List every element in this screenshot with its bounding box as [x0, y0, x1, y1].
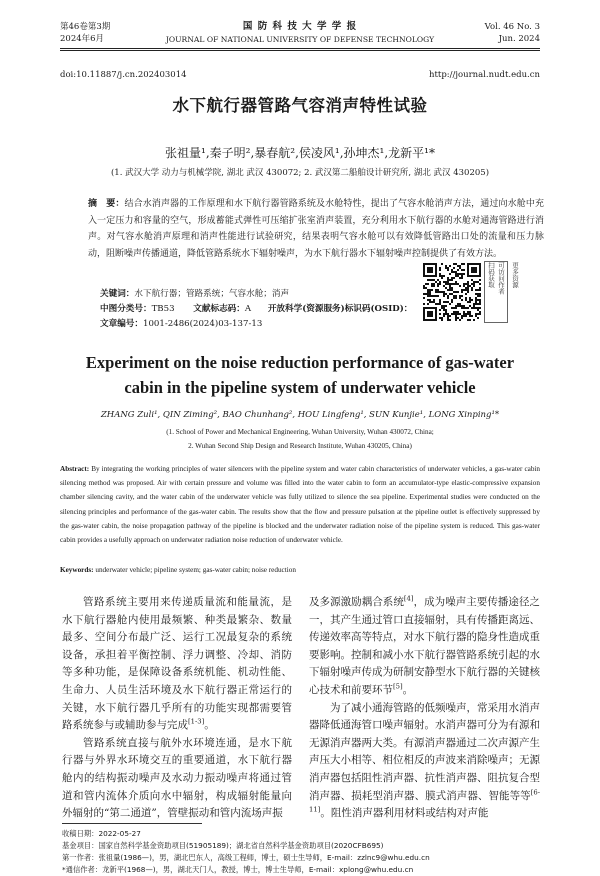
abstract-cn-label: 摘 要：	[88, 199, 125, 209]
body-paragraph	[309, 594, 540, 700]
header-volume: 第46卷第3期	[60, 22, 111, 32]
title-en-line-2: cabin in the pipeline system of underwater vehicle	[124, 378, 476, 397]
abstract-cn-text: 结合水消声器的工作原理和水下航行器管路系统及水舱特性，提出了气容水舱消声方法，通过向水舱中充入一定压力和容量的空气，形成蓄能式弹性可压缩扩张室消声装置，充分利用水下航行器的水舱对通海管路进行消声。对气容水舱消声原理和消声性能进行试验研究，结果表明气容水舱可以有效降低管路出口处的流量和压力脉动，阻断噪声传播通道，降低管路系统水下辐射噪声，为水下航行器水下辐射噪声控制提供了有效方法。	[88, 199, 544, 259]
doc-code-value: A	[244, 304, 252, 314]
title-cn: 水下航行器管路气容消声特性试验	[172, 96, 428, 115]
body-text: 。阻性消声器利用材料或结构对声能	[320, 807, 489, 820]
osid-label: 开放科学(资源服务)标识码(OSID)：	[267, 304, 413, 314]
keywords-cn-label: 关键词：	[100, 289, 135, 299]
authors-cn: 张祖量¹,秦子明²,暴春航²,侯凌风¹,孙坤杰¹,龙新平¹*	[165, 146, 435, 160]
citation: [5]	[393, 682, 403, 691]
doi: doi:10.11887/j.cn.202403014	[60, 70, 187, 80]
citation: [1-3]	[188, 717, 205, 726]
osid-side-text-1: 可访问作者	[497, 262, 505, 295]
keywords-en-label: Keywords:	[60, 566, 94, 574]
affiliation-en-1: (1. School of Power and Mechanical Engineering, Wuhan University, Wuhan 430072, China;	[166, 428, 434, 436]
body-paragraph: 管路系统直接与航外水环境连通，是水下航行器与外界水环境交互的重要通道，水下航行器舱内的结构振动噪声及水动力振动噪声将通过管道和管内流体介质向水中辐射，构成辐射能量向外辐射的“第二通道”，管壁振动和管内流场声振	[62, 736, 292, 820]
header-rule	[60, 48, 540, 49]
keywords-en-text: underwater vehicle; pipeline system; gas-water cabin; noise reduction	[95, 566, 296, 574]
body-text: 。	[402, 683, 414, 696]
footnote-rule	[62, 823, 202, 824]
abstract-en-text: By integrating the working principles of water silencers with the pipeline system and water cabin characteristics of underwater vehicles, a gas-water cabin silencing method was proposed. Air with certain pressure and volume was filled into the water cabin to form an accumulator-type elastic-compressive expansion chamber silencing cavity, and the water cabin of the underwater vehicle was fully utilized to silence the sea pipeline. Experimental studies were conducted on the silencing principles and performance of the gas-water cabin. The results show that the flow and pressure pulsation at the pipeline outlet is effectively suppressed by the gas-water cabin, the noise propagation pathway of the pipeline is blocked and the underwater radiation noise of the pipeline system is reduced. This gas-water cabin provides a usefully approach on underwater radiation noise reduction of underwater vehicle.	[60, 465, 541, 545]
body-paragraph	[309, 700, 540, 823]
header-rule-thin	[60, 50, 540, 51]
affiliation-en-2: 2. Wuhan Second Ship Design and Research Institute, Wuhan 430205, China)	[188, 442, 412, 450]
header-volume-en: Vol. 46 No. 3	[484, 22, 540, 32]
clc-value: TB53	[151, 304, 175, 314]
osid-side-text-3: 更多资源	[511, 262, 519, 288]
citation: [4]	[403, 594, 414, 603]
body-paragraph	[62, 594, 292, 735]
received-date: 收稿日期：2022-05-27	[62, 829, 141, 838]
osid-qr-code[interactable]	[423, 263, 481, 321]
header-date-en: Jun. 2024	[498, 34, 540, 44]
journal-name-cn: 国 防 科 技 大 学 学 报	[242, 21, 358, 32]
article-no-value: 1001-2486(2024)03-137-13	[142, 319, 263, 329]
body-left-column	[62, 594, 292, 823]
first-author: 第一作者：张祖量(1986—)，男，湖北巴东人，高级工程师，博士，硕士生导师，E-mail：zzlnc9@whu.edu.cn	[62, 853, 430, 862]
funding: 基金项目：国家自然科学基金资助项目(51905189)；湖北省自然科学基金资助项目(2020CFB695)	[62, 841, 384, 850]
authors-en: ZHANG Zuli¹, QIN Ziming², BAO Chunhang², HOU Lingfeng¹, SUN Kunjie¹, LONG Xinping¹*	[100, 410, 500, 420]
clc-label: 中图分类号：	[100, 304, 152, 314]
abstract-en	[60, 462, 540, 547]
journal-url: http://journal.nudt.edu.cn	[429, 70, 540, 80]
journal-name-en: JOURNAL OF NATIONAL UNIVERSITY OF DEFENSE TECHNOLOGY	[165, 35, 435, 44]
article-no-label: 文章编号：	[100, 319, 143, 329]
affiliation-cn: (1. 武汉大学 动力与机械学院, 湖北 武汉 430072; 2. 武汉第二船舶设计研究所, 湖北 武汉 430205)	[110, 168, 490, 178]
citation: [6-11]	[309, 788, 540, 814]
title-en-line-1: Experiment on the noise reduction performance of gas-water	[85, 353, 515, 372]
doc-code-label: 文献标志码：	[193, 304, 245, 314]
corresponding-author: *通信作者：龙新平(1968—)，男，湖北天门人，教授，博士，博士生导师，E-mail：xplong@whu.edu.cn	[62, 865, 414, 874]
abstract-cn	[88, 196, 544, 262]
title-en	[60, 350, 540, 400]
osid-side-text-2: 扫码获取	[487, 262, 495, 288]
header-date: 2024年6月	[60, 34, 105, 44]
body-text: 为了减小通海管路的低频噪声，常采用水消声器降低通海管口噪声辐射。水消声器可分为有源和无源消声器两大类。有源消声器通过二次声源产生声压大小相等、相位相反的声波来消除噪声；无源消声器包括阻性消声器、抗性消声器、阻抗复合型消声器、损耗型消声器、膜式消声器、智能等等	[309, 701, 540, 802]
body-text: 管路系统主要用来传递质量流和能量流，是水下航行器舱内使用最频繁、种类最繁杂、数量最多、空间分布最广泛、运行工况最复杂的系统设备，承担着平衡控制、浮力调整、冷却、消防等多种功能，是保障设备系统机能、机动性能、生命力、人员生活环境及水下航行器正常运行的关键，水下航行器几乎所有的功能实现都需要管路系统参与或辅助参与完成	[62, 596, 292, 732]
body-text: 。	[204, 719, 215, 732]
footnotes	[62, 828, 540, 876]
keywords-block-cn	[100, 287, 420, 332]
abstract-en-label: Abstract:	[60, 465, 90, 473]
keywords-cn-text: 水下航行器；管路系统；气容水舱；消声	[134, 289, 290, 299]
osid-side-panel	[484, 261, 508, 323]
body-text: 及多源激励耦合系统	[309, 596, 404, 608]
keywords-en	[60, 566, 540, 574]
body-text: ，成为噪声主要传播途径之一，其产生通过管口直接辐射，具有传播距离远、传递效率高等特点，对水下航行器的隐身性造成重要影响。控制和减小水下航行器管路系统引起的水下辐射噪声传成为研制安静型水下航行器的关键核心技术和前要环节	[309, 596, 541, 696]
body-right-column	[309, 594, 540, 823]
